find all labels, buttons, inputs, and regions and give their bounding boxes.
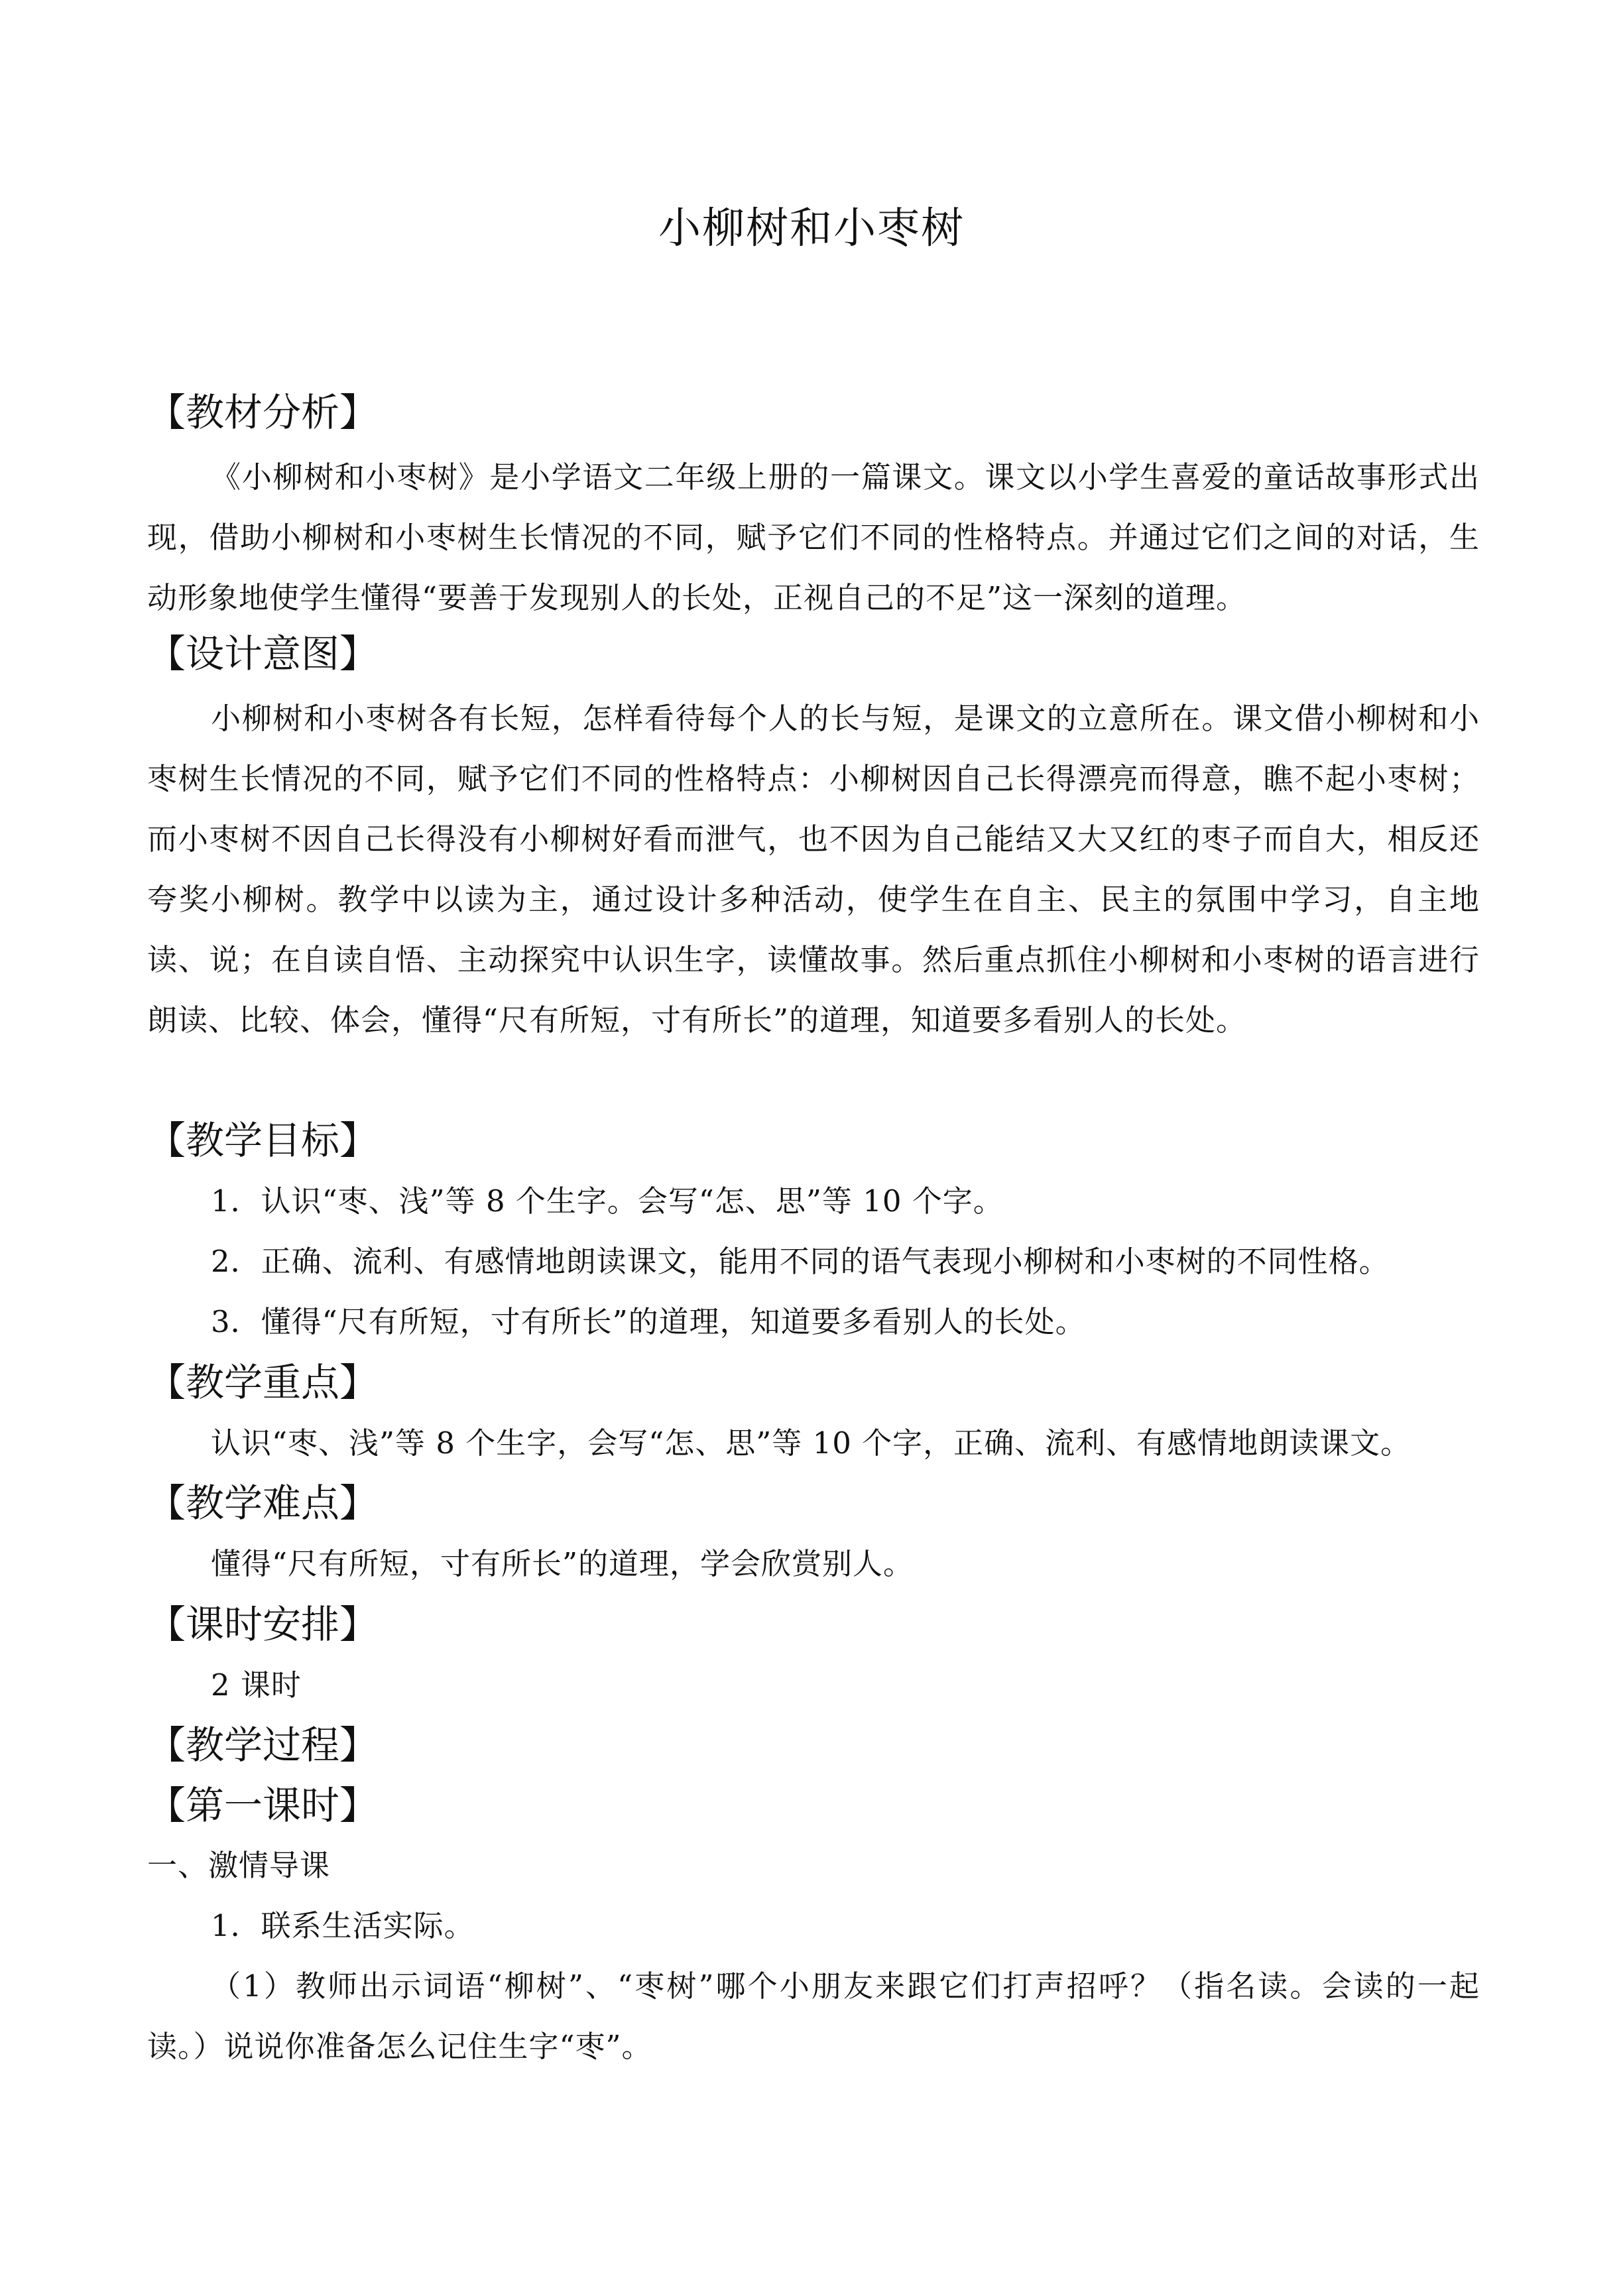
heading-process: 【教学过程】 [147, 1722, 379, 1768]
step-one-item-detail: （1）教师出示词语“柳树”、“枣树”哪个小朋友来跟它们打声招呼？（指名读。会读的一起读。）说说你准备怎么记住生字“枣”。 [147, 1968, 1480, 2064]
paragraph-key-points: 认识“枣、浅”等 8 个生字，会写“怎、思”等 10 个字，正确、流利、有感情地朗读课文。 [211, 1425, 1412, 1461]
paragraph-analysis: 《小柳树和小枣树》是小学语文二年级上册的一篇课文。课文以小学生喜爱的童话故事形式出现，借助小柳树和小枣树生长情况的不同，赋予它们不同的性格特点。并通过它们之间的对话，生动形象地使学生懂得“要善于发现别人的长处，正视自己的不足”这一深刻的道理。 [147, 459, 1480, 615]
paragraph-design: 小柳树和小枣树各有长短，怎样看待每个人的长与短，是课文的立意所在。课文借小柳树和小枣树生长情况的不同，赋予它们不同的性格特点：小柳树因自己长得漂亮而得意，瞧不起小枣树；而小枣树不因自己长得没有小柳树好看而泄气，也不因为自己能结又大又红的枣子而自大，相反还夸奖小柳树。教学中以读为主，通过设计多种活动，使学生在自主、民主的氛围中学习，自主地读、说；在自读自悟、主动探究中认识生字，读懂故事。然后重点抓住小柳树和小枣树的语言进行朗读、比较、体会，懂得“尺有所短，寸有所长”的道理，知道要多看别人的长处。 [147, 701, 1480, 1038]
paragraph-schedule: 2 课时 [211, 1667, 302, 1703]
heading-schedule: 【课时安排】 [147, 1602, 379, 1647]
paragraph-difficulties: 懂得“尺有所短，寸有所长”的道理，学会欣赏别人。 [211, 1546, 914, 1581]
goal-item: 3．懂得“尺有所短，寸有所长”的道理，知道要多看别人的长处。 [211, 1304, 1086, 1339]
heading-design: 【设计意图】 [147, 631, 379, 676]
goal-item: 2．正确、流利、有感情地朗读课文，能用不同的语气表现小柳树和小枣树的不同性格。 [211, 1244, 1390, 1279]
heading-analysis: 【教材分析】 [147, 390, 379, 435]
document-title: 小柳树和小枣树 [658, 204, 965, 253]
step-one-item: 1．联系生活实际。 [211, 1908, 475, 1943]
step-one-heading: 一、激情导课 [147, 1848, 331, 1883]
heading-goals: 【教学目标】 [147, 1118, 379, 1163]
heading-difficulties: 【教学难点】 [147, 1480, 379, 1526]
heading-first-lesson: 【第一课时】 [147, 1783, 379, 1828]
heading-key-points: 【教学重点】 [147, 1360, 379, 1405]
goal-item: 1．认识“枣、浅”等 8 个生字。会写“怎、思”等 10 个字。 [211, 1183, 1004, 1219]
